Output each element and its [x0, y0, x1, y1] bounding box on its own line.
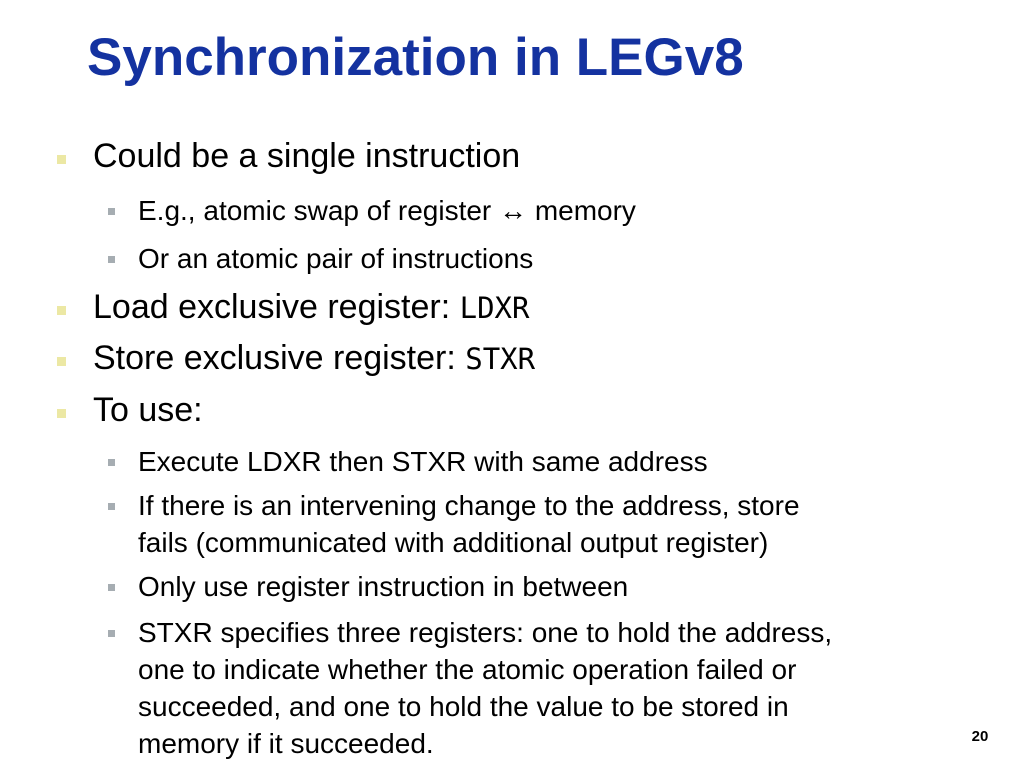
sub-bullet-text-line: STXR specifies three registers: one to hold the address,	[138, 617, 833, 648]
bullet-text	[93, 338, 535, 379]
square-bullet-icon	[57, 155, 66, 164]
square-bullet-icon	[108, 459, 115, 466]
slide-title: Synchronization in LEGv8	[87, 28, 744, 87]
sub-bullet-text: Or an atomic pair of instructions	[138, 243, 534, 274]
instruction-code: LDXR	[459, 291, 530, 325]
sub-bullet-text: E.g., atomic swap of register ↔ memory	[138, 195, 636, 226]
sub-bullet-text: Only use register instruction in between	[138, 571, 629, 602]
square-bullet-icon	[108, 256, 115, 263]
bullet-text: Could be a single instruction	[93, 137, 521, 175]
bullet-text	[93, 287, 529, 328]
bullet-text: To use:	[93, 391, 203, 429]
bullet-label: Store exclusive register:	[93, 339, 466, 377]
square-bullet-icon	[108, 503, 115, 510]
sub-bullet-text-line: succeeded, and one to hold the value to be stored in	[138, 691, 789, 722]
square-bullet-icon	[57, 357, 66, 366]
sub-bullet-text: Execute LDXR then STXR with same address	[138, 446, 708, 477]
bullet-label: Load exclusive register:	[93, 288, 460, 326]
square-bullet-icon	[108, 584, 115, 591]
sub-bullet-text-line: memory if it succeeded.	[138, 728, 434, 759]
square-bullet-icon	[57, 306, 66, 315]
sub-bullet-text-line: fails (communicated with additional output register)	[138, 527, 769, 558]
sub-bullet-text-line: one to indicate whether the atomic operation failed or	[138, 654, 797, 685]
square-bullet-icon	[108, 208, 115, 215]
page-number: 20	[971, 728, 989, 745]
square-bullet-icon	[57, 409, 66, 418]
square-bullet-icon	[108, 630, 115, 637]
instruction-code: STXR	[465, 342, 536, 376]
sub-bullet-text-line: If there is an intervening change to the address, store	[138, 490, 800, 521]
